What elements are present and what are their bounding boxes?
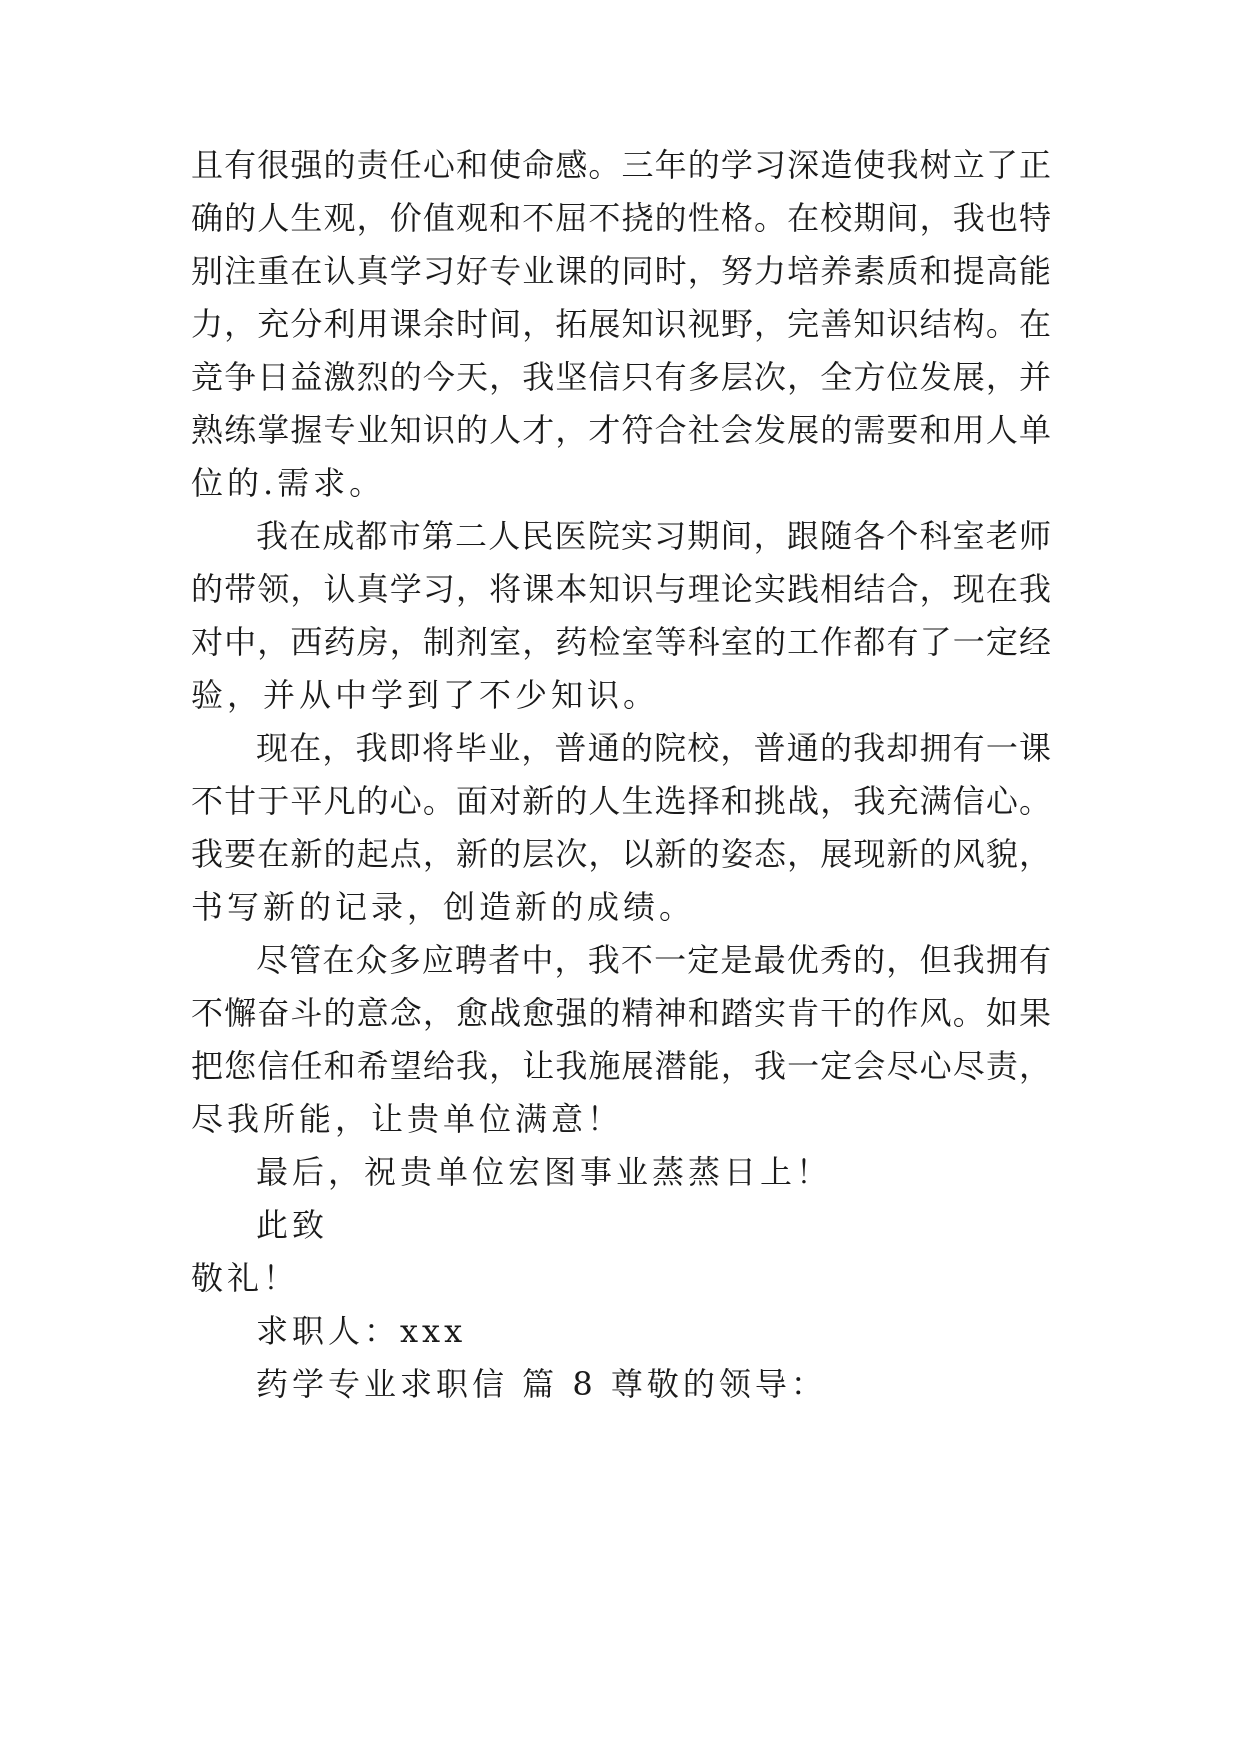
body-text-line: 位的.需求。 (191, 464, 386, 502)
body-text-line: 确的人生观，价值观和不屈不挠的性格。在校期间，我也特 (191, 199, 1051, 237)
body-text-line: 的带领，认真学习，将课本知识与理论实践相结合，现在我 (191, 570, 1051, 608)
body-text-line: 我要在新的起点，新的层次，以新的姿态，展现新的风貌， (191, 835, 1051, 873)
closing-wish: 最后，祝贵单位宏图事业蒸蒸日上！ (256, 1153, 833, 1191)
body-text-line: 现在，我即将毕业，普通的院校，普通的我却拥有一课 (256, 729, 1051, 767)
body-text-line: 书写新的记录，创造新的成绩。 (191, 888, 696, 926)
next-section-heading: 药学专业求职信 篇 8 尊敬的领导： (256, 1365, 827, 1403)
body-text-line: 把您信任和希望给我，让我施展潜能，我一定会尽心尽责， (191, 1047, 1051, 1085)
salutation-line: 敬礼！ (191, 1259, 300, 1297)
body-text-line: 验，并从中学到了不少知识。 (191, 676, 660, 714)
body-text-line: 尽我所能，让贵单位满意！ (191, 1100, 624, 1138)
body-text-line: 不懈奋斗的意念，愈战愈强的精神和踏实肯干的作风。如果 (191, 994, 1051, 1032)
body-text-line: 对中，西药房，制剂室，药检室等科室的工作都有了一定经 (191, 623, 1051, 661)
body-text-line: 力，充分利用课余时间，拓展知识视野，完善知识结构。在 (191, 305, 1051, 343)
body-text-line: 不甘于平凡的心。面对新的人生选择和挑战，我充满信心。 (191, 782, 1051, 820)
body-text-line: 竞争日益激烈的今天，我坚信只有多层次，全方位发展，并 (191, 358, 1051, 396)
salutation-line: 此致 (256, 1206, 329, 1244)
body-text-line: 我在成都市第二人民医院实习期间，跟随各个科室老师 (256, 517, 1051, 555)
body-text-line: 且有很强的责任心和使命感。三年的学习深造使我树立了正 (191, 146, 1051, 184)
signature-line: 求职人：xxx (256, 1312, 467, 1350)
body-text-line: 尽管在众多应聘者中，我不一定是最优秀的，但我拥有 (256, 941, 1051, 979)
body-text-line: 别注重在认真学习好专业课的同时，努力培养素质和提高能 (191, 252, 1051, 290)
body-text-line: 熟练掌握专业知识的人才，才符合社会发展的需要和用人单 (191, 411, 1051, 449)
